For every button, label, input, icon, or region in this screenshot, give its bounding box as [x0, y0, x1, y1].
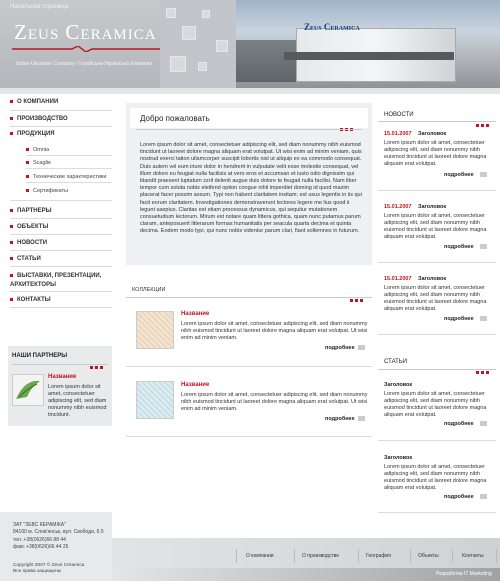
tagline: Italian-Ukrainian Company / Італійська-Українська Компанія [16, 61, 152, 67]
copyright: Copyright 2007 © Zeus Ceramica Все права защищены [13, 563, 85, 574]
partner-name[interactable]: Название [48, 374, 77, 380]
article-headline[interactable]: Заголовок [384, 382, 413, 388]
site-logo[interactable]: Zeus Ceramica [14, 20, 157, 44]
article-headline[interactable]: Заголовок [384, 455, 413, 461]
footer-contacts [13, 522, 113, 550]
nav-item-contacts[interactable]: КОНТАКТЫ [10, 297, 112, 303]
red-squares-icon [350, 289, 365, 292]
red-squares-icon [476, 361, 491, 364]
sub-item-scaglie[interactable]: Scaglie [26, 160, 116, 166]
developer-credit[interactable]: Разработка IT Marketing [436, 571, 492, 577]
partner-logo-icon[interactable] [12, 374, 44, 406]
more-arrow-icon[interactable] [358, 345, 365, 350]
sub-item-certificates[interactable]: Сертификаты [26, 188, 116, 194]
red-squares-icon [90, 356, 105, 359]
article-text: Lorem ipsum dolor sit amet, consectetuer adipiscing elit, sed diam nonummy nibh euismod tincidunt ut laoreet dolore magna aliquam erat volutpat. [384, 464, 487, 491]
collections-title: КОЛЛЕКЦИИ [132, 287, 166, 293]
bullet-icon [10, 274, 13, 277]
news-headline[interactable]: Заголовок [418, 276, 447, 282]
bullet-icon [10, 209, 13, 212]
nav-item-about[interactable]: О КОМПАНИИ [10, 99, 112, 105]
factory-photo [236, 0, 500, 88]
home-link[interactable]: Начальная страница [10, 4, 69, 10]
more-link[interactable]: подробнее [325, 345, 355, 351]
footer-link-about[interactable]: О компании [246, 553, 274, 559]
company-fax: факс +38(0626)66 44 25 [13, 543, 69, 550]
more-link[interactable]: подробнее [444, 421, 474, 427]
news-headline[interactable]: Заголовок [418, 204, 447, 210]
header-band [0, 88, 500, 94]
collection-description: Lorem ipsum dolor sit amet, consectetuer adipiscing elit, sed diam nonummy nibh euismod tincidunt ut laoreet dolore magna aliquam erat volutpat. Ut wisi enim ad minim veniam. [181, 392, 368, 412]
bullet-icon [10, 257, 13, 260]
red-squares-icon [340, 118, 355, 121]
bullet-icon [10, 100, 13, 103]
collection-thumbnail[interactable] [136, 381, 174, 419]
bullet-icon [26, 161, 29, 164]
news-text: Lorem ipsum dolor sit amet, consectetuer adipiscing elit, sed diam nonummy nibh euismod tincidunt ut laoreet dolore magna aliquam erat volutpat. [384, 140, 487, 167]
news-date: 15.01.2007 [384, 204, 412, 210]
nav-item-news[interactable]: НОВОСТИ [10, 240, 112, 246]
bullet-icon [26, 148, 29, 151]
bullet-icon [10, 225, 13, 228]
footer-link-objects[interactable]: Объекты [418, 553, 439, 559]
nav-item-exhibitions[interactable]: ВЫСТАВКИ, ПРЕЗЕНТАЦИИ, АРХИТЕКТОРЫ [10, 273, 102, 288]
nav-item-products[interactable]: ПРОДУКЦИЯ [10, 131, 112, 137]
bullet-icon [10, 117, 13, 120]
company-phone: тел. +38(0626)66 88 44 [13, 537, 66, 543]
bullet-icon [26, 189, 29, 192]
more-arrow-icon[interactable] [480, 494, 487, 499]
bullet-icon [10, 298, 13, 301]
collection-thumbnail[interactable] [136, 311, 174, 349]
header-decorative-grid [160, 0, 240, 88]
welcome-title: Добро пожаловать [140, 114, 210, 123]
more-link[interactable]: подробнее [444, 316, 474, 322]
welcome-text: Lorem ipsum dolor sit amet, consectetuer adipiscing elit, sed diam nonummy nibh euismod tincidunt ut laoreet dolore magna aliquam erat volutpat. Ut wisi enim ad minim veniam, quis nostrud exerci tation ullamcorper suscipit lobortis nisl ut aliquip ex ea commodo consequat. Duis autem vel eum iriure dolor in hendrerit in vulputate velit esse molestie consequat, vel illum dolore eu feugiat nulla facilisis at vero eros et accumsan et iusto odio dignissim qui blandit praesent luptatum zzril delenit augue duis dolore te feugait nulla facilisi. Nam liber tempor cum soluta nobis eleifend option congue nihil imperdiet doming id quod mazim placerat facer possim assum. Typi non habent claritatem insitam; est usus legentis in iis qui facit eorum claritatem. Investigationes demonstraverunt lectores legere me lius quod ii legunt saepius. Claritas est etiam processus dynamicus, qui sequitur mutationem consuetudium lectorum. Mirum est notare quam littera gothica, quam nunc putamus parum claram, anteposuerit litterarum formas humanitatis per seacula quarta decima et quinta decima. Eodem modo typi, qui nunc nobis videntur parum clari, fiant sollemnes in futurum. [140, 142, 362, 235]
sub-item-omnia[interactable]: Omnia [26, 147, 116, 153]
more-link[interactable]: подробнее [444, 494, 474, 500]
news-headline[interactable]: Заголовок [418, 131, 447, 137]
article-text: Lorem ipsum dolor sit amet, consectetuer adipiscing elit, sed diam nonummy nibh euismod tincidunt ut laoreet dolore magna aliquam erat volutpat. [384, 391, 487, 418]
collection-description: Lorem ipsum dolor sit amet, consectetuer adipiscing elit, sed diam nonummy nibh euismod tincidunt ut laoreet dolore magna aliquam erat volutpat. Ut wisi enim ad minim veniam. [181, 321, 368, 341]
more-arrow-icon[interactable] [480, 172, 487, 177]
nav-item-partners[interactable]: ПАРТНЕРЫ [10, 208, 112, 214]
footer-link-geography[interactable]: География [366, 553, 391, 559]
nav-item-objects[interactable]: ОБЪЕКТЫ [10, 224, 112, 230]
sub-item-tech-specs[interactable]: Технические характеристики [26, 174, 116, 180]
news-date: 15.01.2007 [384, 131, 412, 137]
articles-title: СТАТЬИ [384, 359, 408, 365]
news-text: Lorem ipsum dolor sit amet, consectetuer adipiscing elit, sed diam nonummy nibh euismod tincidunt ut laoreet dolore magna aliquam erat volutpat. [384, 213, 487, 240]
news-text: Lorem ipsum dolor sit amet, consectetuer adipiscing elit, sed diam nonummy nibh euismod tincidunt ut laoreet dolore magna aliquam erat volutpat. [384, 285, 487, 312]
bullet-icon [10, 241, 13, 244]
more-arrow-icon[interactable] [480, 421, 487, 426]
company-name: ЗАТ "ЗЕВС КЕРАМІКА" [13, 522, 66, 528]
more-arrow-icon[interactable] [480, 316, 487, 321]
collection-name[interactable]: Название [181, 382, 210, 388]
bullet-icon [10, 132, 13, 135]
footer-link-contacts[interactable]: Контакты [462, 553, 484, 559]
more-link[interactable]: подробнее [325, 416, 355, 422]
more-link[interactable]: подробнее [444, 172, 474, 178]
red-squares-icon [476, 114, 491, 117]
bullet-icon [26, 175, 29, 178]
more-arrow-icon[interactable] [358, 416, 365, 421]
footer-link-production[interactable]: О производстве [302, 553, 339, 559]
nav-item-production[interactable]: ПРОИЗВОДСТВО [10, 116, 112, 122]
news-title: НОВОСТИ [384, 112, 414, 118]
partner-description: Lorem ipsum dolor sit amet, consectetuer adipiscing elit, sed diam nonummy nibh euismod tincidunt. [48, 384, 107, 418]
more-arrow-icon[interactable] [480, 244, 487, 249]
collection-name[interactable]: Название [181, 311, 210, 317]
partners-title: НАШИ ПАРТНЕРЫ [12, 353, 68, 359]
more-link[interactable]: подробнее [444, 244, 474, 250]
logo-swoosh-icon [12, 46, 160, 52]
news-date: 15.01.2007 [384, 276, 412, 282]
nav-item-articles[interactable]: СТАТЬИ [10, 256, 112, 262]
company-address: 84100 м. Слов'янськ, вул. Свободи, 6.5 [13, 528, 104, 535]
building-logo: Zeus Ceramica [304, 22, 360, 32]
